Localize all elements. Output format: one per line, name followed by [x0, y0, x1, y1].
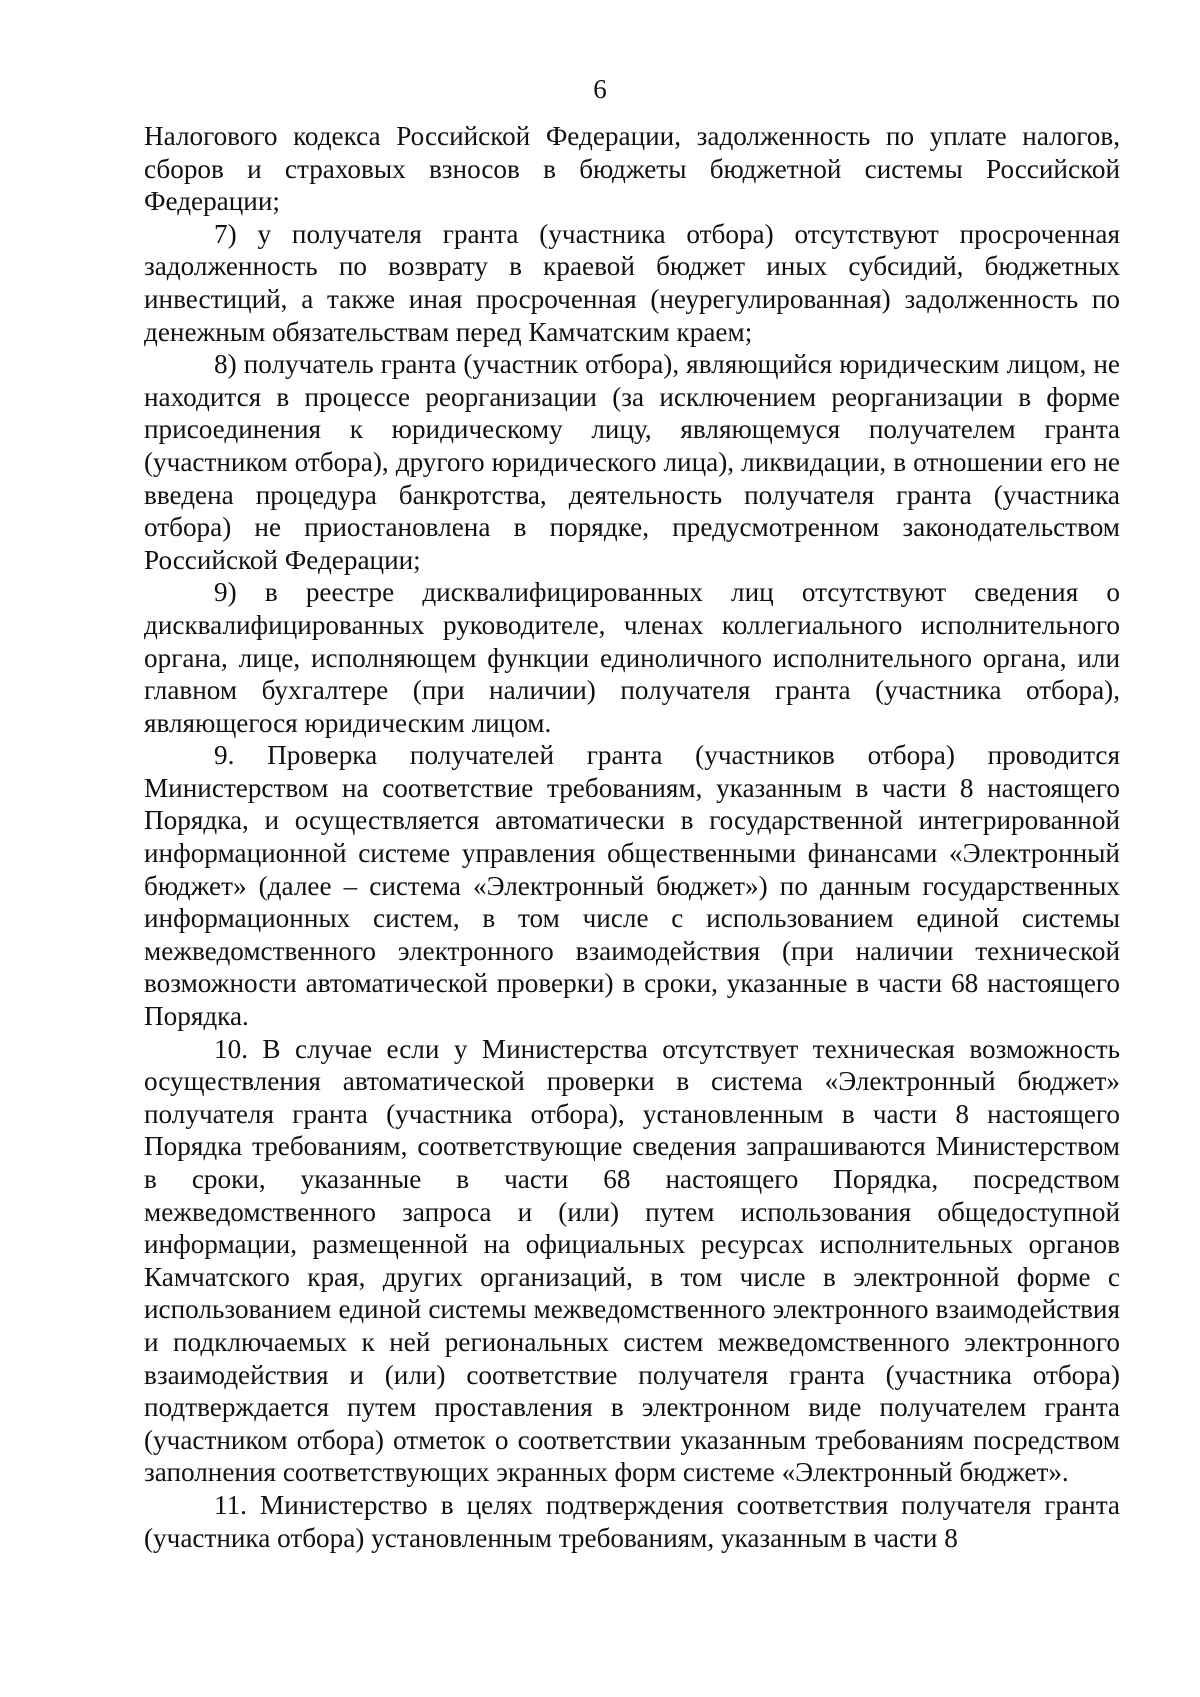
paragraph-item-7: 7) у получателя гранта (участника отбора) отсутствуют просроченная задолженность по возврату в краевой бюджет иных субсидий, бюджетных инвестиций, а также иная просроченная (неурегулированная) задолженность по денежным обязательствам перед Камчатским краем;	[144, 218, 1120, 347]
paragraph-tax-code-continuation: Налогового кодекса Российской Федерации, задолженность по уплате налогов, сборов и страховых взносов в бюджеты бюджетной системы Российской Федерации;	[144, 121, 1120, 217]
paragraph-section-9: 9. Проверка получателей гранта (участников отбора) проводится Министерством на соответствие требованиям, указанным в части 8 настоящего Порядка, и осуществляется автоматически в государственной интегрированной информационной системе управления общественными финансами «Электронный бюджет» (далее – система «Электронный бюджет») по данным государственных информационных систем, в том числе с использованием единой системы межведомственного электронного взаимодействия (при наличии технической возможности автоматической проверки) в сроки, указанные в части 68 настоящего Порядка.	[144, 740, 1120, 1032]
paragraph-item-8: 8) получатель гранта (участник отбора), являющийся юридическим лицом, не находится в процессе реорганизации (за исключением реорганизации в форме присоединения к юридическому лицу, являющемуся получателем гранта (участником отбора), другого юридического лица), ликвидации, в отношении его не введена процедура банкротства, деятельность получателя гранта (участника отбора) не приостановлена в порядке, предусмотренном законодательством Российской Федерации;	[144, 349, 1120, 575]
paragraph-section-11: 11. Министерство в целях подтверждения соответствия получателя гранта (участника отбора) установленным требованиям, указанным в части 8	[144, 1489, 1120, 1553]
paragraph-section-10: 10. В случае если у Министерства отсутствует техническая возможность осуществления автоматической проверки в система «Электронный бюджет» получателя гранта (участника отбора), установленным в части 8 настоящего Порядка требованиям, соответствующие сведения запрашиваются Министерством в сроки, указанные в части 68 настоящего Порядка, посредством межведомственного запроса и (или) путем использования общедоступной информации, размещенной на официальных ресурсах исполнительных органов Камчатского края, других организаций, в том числе в электронной форме с использованием единой системы межведомственного электронного взаимодействия и подключаемых к ней региональных систем межведомственного электронного взаимодействия и (или) соответствие получателя гранта (участника отбора) подтверждается путем проставления в электронном виде получателем гранта (участником отбора) отметок о соответствии указанным требованиям посредством заполнения соответствующих экранных форм системе «Электронный бюджет».	[144, 1033, 1120, 1488]
paragraph-item-9-disqualified: 9) в реестре дисквалифицированных лиц отсутствуют сведения о дисквалифицированных руководителе, членах коллегиального исполнительного органа, лице, исполняющем функции единоличного исполнительного органа, или главном бухгалтере (при наличии) получателя гранта (участника отбора), являющегося юридическим лицом.	[144, 577, 1120, 738]
document-body	[144, 120, 1120, 1554]
page-number: 6	[593, 74, 607, 104]
